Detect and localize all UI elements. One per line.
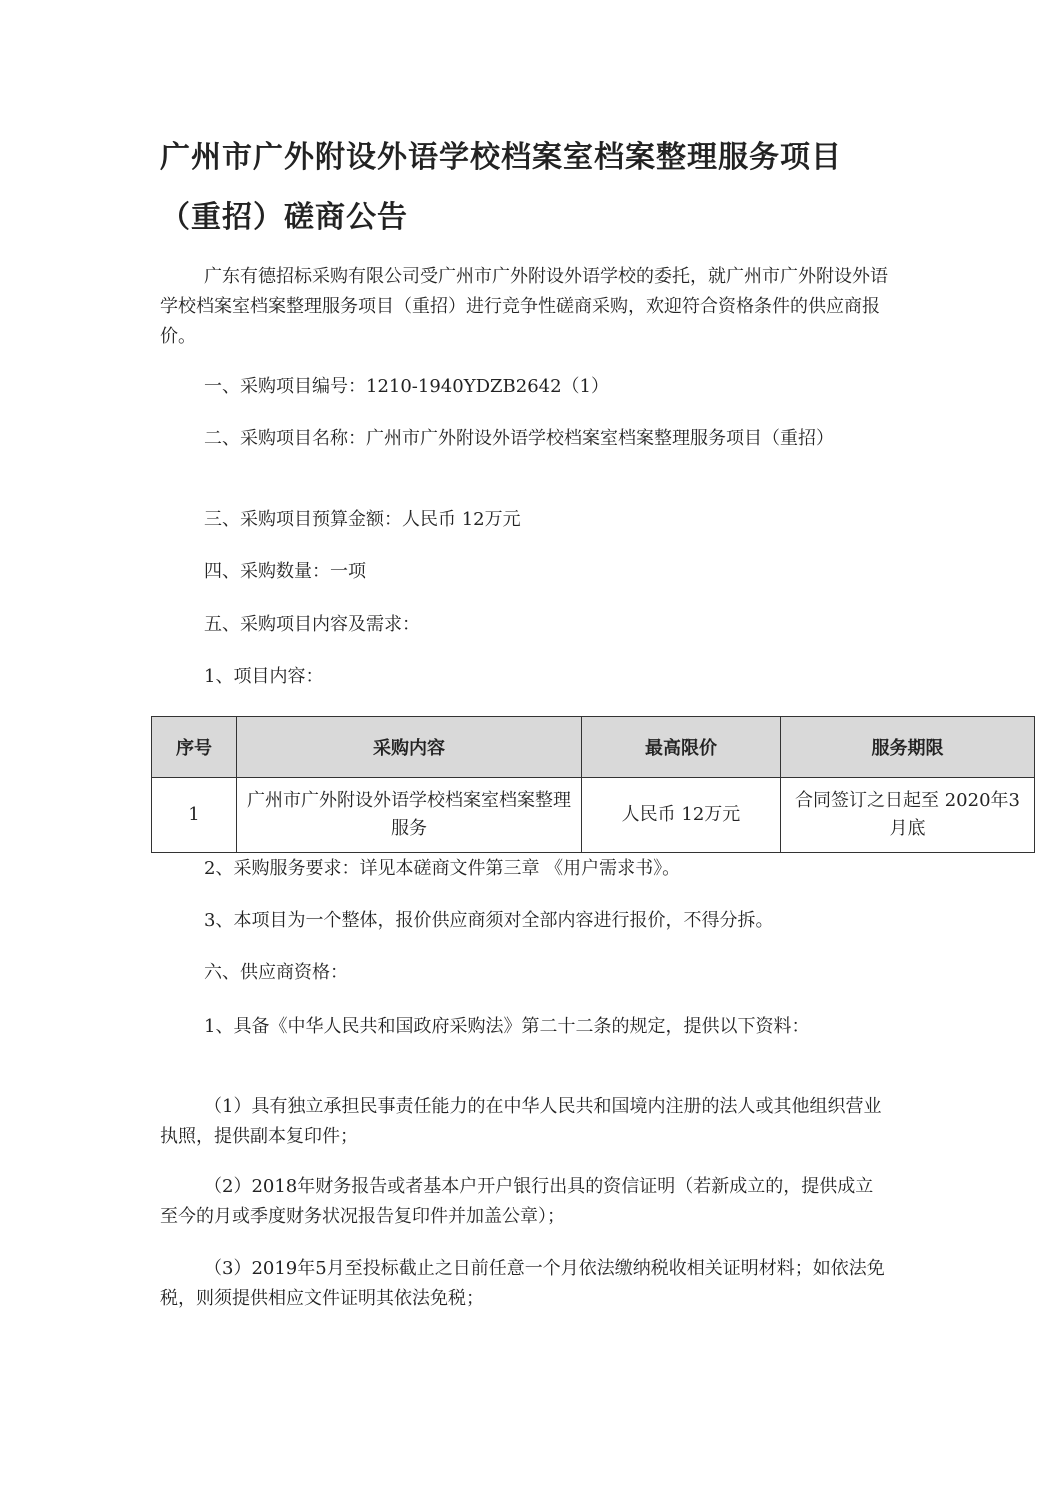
- intro-paragraph: 广东有德招标采购有限公司受广州市广外附设外语学校的委托，就广州市广外附设外语学校档案室档案整理服务项目（重招）进行竞争性磋商采购，欢迎符合资格条件的供应商报价。: [160, 266, 888, 347]
- title-line-2: （重招）磋商公告: [160, 200, 408, 235]
- table-header-row: [152, 717, 1035, 778]
- section-content-requirements: 五、采购项目内容及需求：: [204, 614, 420, 635]
- table-cell: 人民币 12万元: [582, 778, 781, 853]
- subsection-service-requirements: 2、采购服务要求：详见本磋商文件第三章 《用户需求书》。: [204, 858, 681, 879]
- table-header: 序号: [152, 717, 237, 778]
- requirement-tax-proof: （3）2019年5月至投标截止之日前任意一个月依法缴纳税收相关证明材料；如依法免税，则须提供相应文件证明其依法免税；: [160, 1258, 885, 1309]
- title-line-1: 广州市广外附设外语学校档案室档案整理服务项目: [160, 140, 842, 175]
- section-quantity: 四、采购数量：一项: [204, 561, 366, 582]
- table-header: 服务期限: [781, 717, 1035, 778]
- section-budget: 三、采购项目预算金额：人民币 12万元: [204, 509, 521, 530]
- requirement-business-license: （1）具有独立承担民事责任能力的在中华人民共和国境内注册的法人或其他组织营业执照，提供副本复印件；: [160, 1096, 882, 1147]
- procurement-table: [151, 716, 1035, 853]
- table-cell: 合同签订之日起至 2020年3月底: [781, 778, 1035, 853]
- table-cell: 广州市广外附设外语学校档案室档案整理服务: [237, 778, 582, 853]
- document-title: [160, 128, 920, 248]
- subsection-procurement-law: 1、具备《中华人民共和国政府采购法》第二十二条的规定，提供以下资料：: [204, 1016, 810, 1037]
- requirement-financial-report: （2）2018年财务报告或者基本户开户银行出具的资信证明（若新成立的，提供成立至今的月或季度财务状况报告复印件并加盖公章）；: [160, 1176, 874, 1227]
- table-header: 采购内容: [237, 717, 582, 778]
- section-supplier-qualification: 六、供应商资格：: [204, 962, 348, 983]
- table-header: 最高限价: [582, 717, 781, 778]
- section-project-name: 二、采购项目名称：广州市广外附设外语学校档案室档案整理服务项目（重招）: [204, 428, 834, 449]
- section-project-number: 一、采购项目编号：1210-1940YDZB2642（1）: [204, 376, 610, 397]
- table-row: [152, 778, 1035, 853]
- subsection-whole-bid: 3、本项目为一个整体，报价供应商须对全部内容进行报价，不得分拆。: [204, 910, 774, 931]
- table-cell: 1: [152, 778, 237, 853]
- subsection-project-content: 1、项目内容：: [204, 666, 324, 687]
